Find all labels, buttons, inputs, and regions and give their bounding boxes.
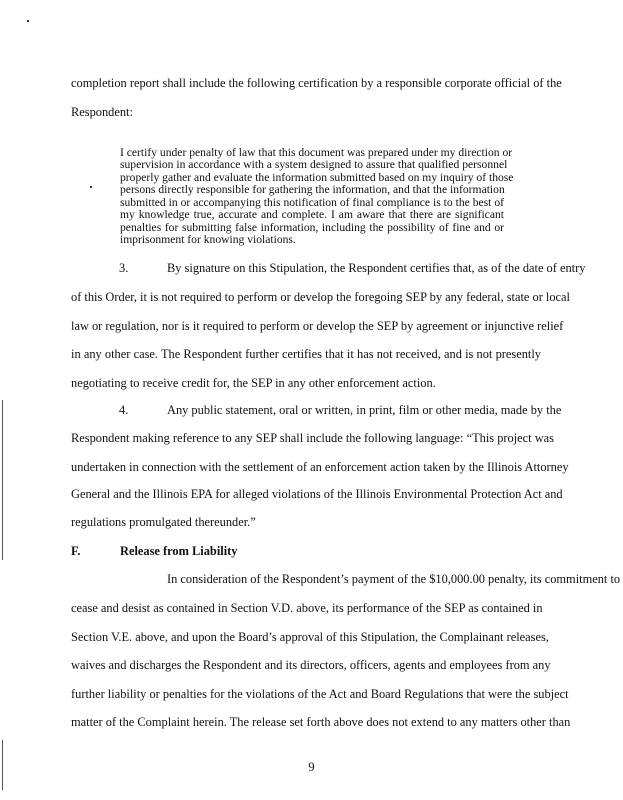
body-line: further liability or penalties for the violations of the Act and Board Regulations that were the subject: [71, 687, 569, 701]
section-letter: F.: [71, 544, 81, 558]
body-line: General and the Illinois EPA for alleged violations of the Illinois Environmental Protection Act and: [71, 487, 563, 501]
scan-edge-mark: [2, 740, 3, 790]
body-line: matter of the Complaint herein. The release set forth above does not extend to any matters other than: [71, 715, 571, 729]
block-line: properly gather and evaluate the information submitted based on my inquiry of those: [120, 171, 514, 184]
body-line: waives and discharges the Respondent and its directors, officers, agents and employees from any: [71, 658, 551, 672]
scan-speck: [90, 186, 92, 188]
block-line: imprisonment for knowing violations.: [120, 233, 296, 246]
body-line: Any public statement, oral or written, in print, film or other media, made by the: [167, 403, 562, 417]
block-line: my knowledge true, accurate and complete. I am aware that there are significant: [120, 208, 504, 221]
body-line: in any other case. The Respondent further certifies that it has not received, and is not presently: [71, 347, 541, 361]
section-heading: Release from Liability: [120, 544, 238, 558]
body-line: of this Order, it is not required to perform or develop the foregoing SEP by any federal, state or local: [71, 290, 571, 304]
scan-speck: [27, 20, 29, 22]
paragraph-number: 4.: [119, 403, 129, 417]
paragraph-number: 3.: [119, 261, 129, 275]
body-line: undertaken in connection with the settlement of an enforcement action taken by the Illinois Attorney: [71, 460, 569, 474]
block-line: penalties for submitting false information, including the possibility of fine and or: [120, 221, 504, 234]
body-line: cease and desist as contained in Section V.D. above, its performance of the SEP as contained in: [71, 601, 543, 615]
body-line: Section V.E. above, and upon the Board’s approval of this Stipulation, the Complainant releases,: [71, 630, 549, 644]
block-line: persons directly responsible for gathering the information, and that the information: [120, 183, 505, 196]
body-line: completion report shall include the following certification by a responsible corporate official of the: [71, 76, 562, 90]
scan-edge-mark: [2, 400, 3, 560]
body-line: negotiating to receive credit for, the SEP in any other enforcement action.: [71, 376, 436, 390]
body-line: By signature on this Stipulation, the Respondent certifies that, as of the date of entry: [167, 261, 586, 275]
block-line: I certify under penalty of law that this document was prepared under my direction or: [120, 146, 513, 159]
body-line: Respondent:: [71, 105, 133, 119]
block-line: supervision in accordance with a system designed to assure that qualified personnel: [120, 158, 508, 171]
body-line: Respondent making reference to any SEP shall include the following language: “This project was: [71, 431, 554, 445]
body-line: law or regulation, nor is it required to perform or develop the SEP by agreement or injunctive relief: [71, 319, 564, 333]
body-line: regulations promulgated thereunder.”: [71, 515, 256, 529]
page-number: 9: [308, 760, 315, 774]
block-line: submitted in or accompanying this notification of final compliance is to the best of: [120, 196, 504, 209]
body-line: In consideration of the Respondent’s payment of the $10,000.00 penalty, its commitment to: [167, 572, 621, 586]
